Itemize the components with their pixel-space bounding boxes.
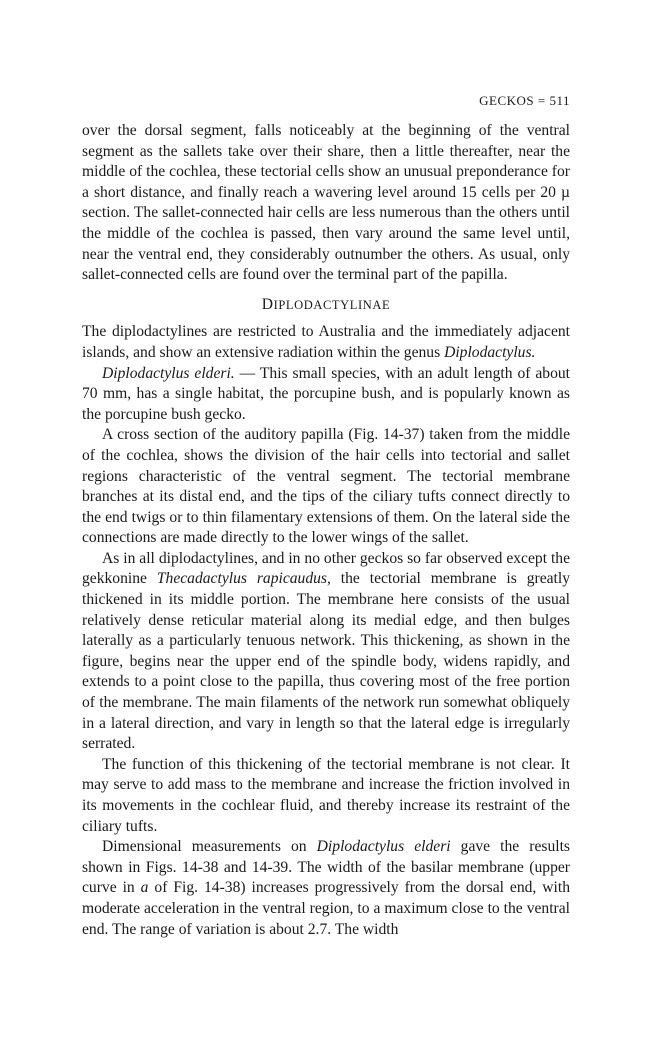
p3-species: Diplodactylus elderi.	[102, 364, 235, 382]
p7-text-a: Dimensional measurements on	[102, 838, 317, 856]
paragraph-1: over the dorsal segment, falls noticeably at the beginning of the ventral segment as the sallets take over their share, then a little thereafter, near the middle of the cochlea, these tectorial cells show an unusual preponderance for a short distance, and finally reach a wavering level around 15 cells per 20 µ section. The sallet-connected hair cells are less numerous than the others until the middle of the cochlea is passed, then vary around the same level until, near the ventral end, they considerably outnumber the others. As usual, only sallet-connected cells are found over the terminal part of the papilla.	[82, 122, 570, 284]
paragraph-6: The function of this thickening of the tectorial membrane is not clear. It may serve to add mass to the membrane and increase the friction involved in its movements in the cochlear fluid, and thereby increase its restraint of the ciliary tufts.	[82, 755, 570, 835]
p3-text: — This small species, with an adult length of about 70 mm, has a single habitat, the porcupine bush, and is popularly known as the porcupine bush gecko.	[82, 364, 571, 423]
running-head: GECKOS = 511	[479, 93, 570, 108]
p7-letter: a	[140, 879, 149, 897]
paragraph-2	[82, 322, 570, 363]
paragraph-7	[82, 837, 570, 940]
paragraph-5	[82, 549, 570, 755]
p5-text-a: As in all diplodactylines, and in no other geckos so far observed except the gekkonine	[82, 549, 570, 588]
p5-species: Thecadactylus rapicaudus,	[156, 570, 331, 588]
paragraph-3	[82, 364, 570, 426]
section-heading	[82, 295, 570, 316]
p5-text-b: the tectorial membrane is greatly thickened in its middle portion. The membrane here consists of the usual relatively dense reticular material along its medial edge, and then bulges laterally as a particularly tenuous network. This thickening, as shown in the figure, begins near the upper end of the spindle body, widens rapidly, and extends to a point close to the papilla, thus covering most of the free portion of the membrane. The main filaments of the network run somewhat obliquely in a lateral direction, and vary in length so that the lateral edge is irregularly serrated.	[82, 570, 571, 753]
p2-genus: Diplodactylus.	[444, 343, 536, 361]
body-text	[82, 121, 570, 940]
p2-text: The diplodactylines are restricted to Australia and the immediately adjacent islands, and show an extensive radiation within the genus	[82, 323, 570, 361]
heading-initial: D	[261, 295, 274, 313]
p7-text-c: of Fig. 14-38) increases progressively from the dorsal end, with moderate acceleration in the ventral region, to a maximum close to the ventral end. The range of variation is about 2.7. The width	[82, 879, 571, 938]
heading-rest: IPLODACTYLINAE	[273, 297, 391, 312]
p7-species: Diplodactylus elderi	[316, 838, 451, 856]
p7-text-b: gave the results shown in Figs. 14-38 and 14-39. The width of the basilar membrane (upper curve in	[82, 838, 570, 897]
paragraph-4: A cross section of the auditory papilla (Fig. 14-37) taken from the middle of the cochlea, shows the division of the hair cells into tectorial and sallet regions characteristic of the ventral segment. The tectorial membrane branches at its distal end, and the tips of the ciliary tufts connect directly to the end twigs or to thin filamentary extensions of them. On the lateral side the connections are made directly to the lower wings of the sallet.	[82, 426, 570, 547]
